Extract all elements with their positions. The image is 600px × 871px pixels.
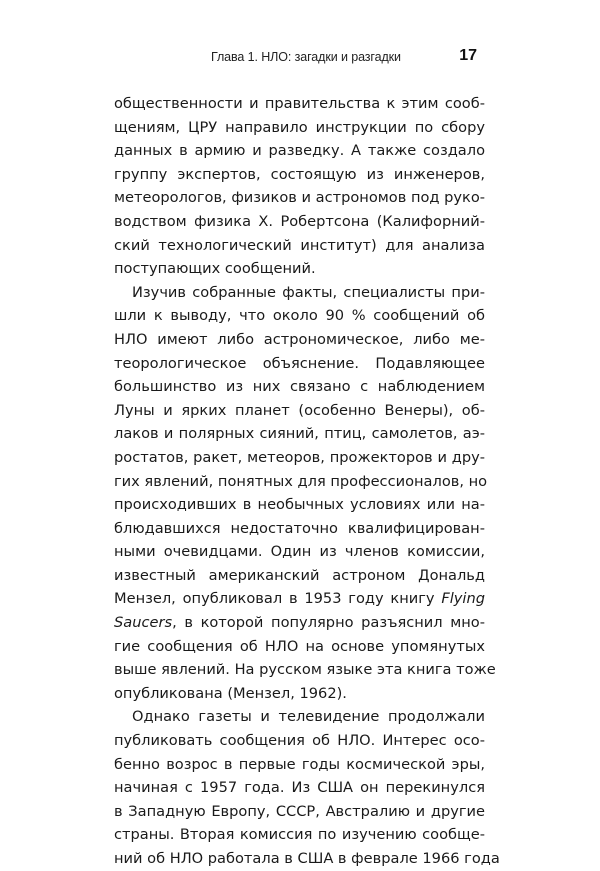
text-line: в Западную Европу, СССР, Австралию и другие — [114, 802, 485, 820]
text-line: блюдавшихся недостаточно квалифицирован- — [114, 519, 485, 537]
body-text — [114, 92, 500, 871]
text-line: ростатов, ракет, метеоров, прожекторов и дру- — [114, 448, 485, 466]
paragraph-2 — [114, 281, 496, 706]
text-fragment: сообщения об НЛО на основе упомянутых — [147, 637, 485, 655]
text-line: выше явлений. На русском языке эта книга тоже — [114, 661, 496, 679]
text-line: публиковать сообщения об НЛО. Интерес осо- — [114, 732, 485, 750]
page-number: 17 — [459, 47, 477, 64]
text-line: общественности и правительства к этим сооб- — [114, 95, 485, 112]
text-fragment: Мензел, опубликовал в 1953 году книгу — [114, 590, 442, 608]
chapter-title: Глава 1. НЛО: загадки и разгадки — [211, 50, 401, 64]
text-line: опубликована (Мензел, 1962). — [114, 684, 347, 702]
running-header — [211, 47, 511, 69]
text-fragment: , в которой популярно разъяснил мно- — [172, 614, 485, 632]
text-line: лаков и полярных сияний, птиц, самолетов, аэ- — [114, 425, 485, 443]
text-line: теорологическое объяснение. Подавляющее — [114, 354, 485, 372]
text-line: водством физика Х. Робертсона (Калифорний- — [114, 212, 485, 230]
text-line: ский технологический институт) для анализа — [114, 236, 485, 254]
text-line: ний об НЛО работала в США в феврале 1966 года — [114, 850, 500, 867]
text-line: шли к выводу, что около 90 % сообщений об — [114, 307, 485, 325]
text-fragment: гие — [114, 637, 141, 655]
text-line: поступающих сообщений. — [114, 260, 316, 278]
italic-book-title: Saucers — [114, 614, 173, 632]
text-line: группу экспертов, состоящую из инженеров, — [114, 165, 485, 183]
text-line: известный американский астроном Дональд — [114, 566, 485, 584]
text-line: Изучив собранные факты, специалисты при- — [132, 283, 485, 301]
text-line: начиная с 1957 года. Из США он перекинулся — [114, 779, 485, 797]
text-line-mixed — [114, 587, 485, 611]
text-line: Однако газеты и телевидение продолжали — [132, 708, 485, 726]
italic-book-title: Flying — [441, 590, 485, 608]
text-line-mixed — [114, 611, 485, 635]
text-line: большинство из них связано с наблюдением — [114, 378, 485, 396]
text-line: Луны и ярких планет (особенно Венеры), об- — [114, 401, 485, 419]
text-line: НЛО имеют либо астрономическое, либо ме- — [114, 330, 485, 348]
text-line: бенно возрос в первые годы космической эры, — [114, 755, 485, 773]
paragraph-1 — [114, 92, 485, 281]
text-line: страны. Вторая комиссия по изучению сообще- — [114, 826, 485, 844]
text-line-mixed — [114, 635, 485, 659]
paragraph-3 — [114, 705, 500, 870]
text-line: метеорологов, физиков и астрономов под руко- — [114, 189, 486, 207]
text-line: данных в армию и разведку. А также создало — [114, 142, 485, 160]
text-line: происходивших в необычных условиях или на- — [114, 496, 485, 514]
text-line: щениям, ЦРУ направило инструкции по сбору — [114, 118, 485, 136]
text-line: гих явлений, понятных для профессионалов, но — [114, 472, 488, 490]
text-line: ными очевидцами. Один из членов комиссии, — [114, 543, 485, 561]
